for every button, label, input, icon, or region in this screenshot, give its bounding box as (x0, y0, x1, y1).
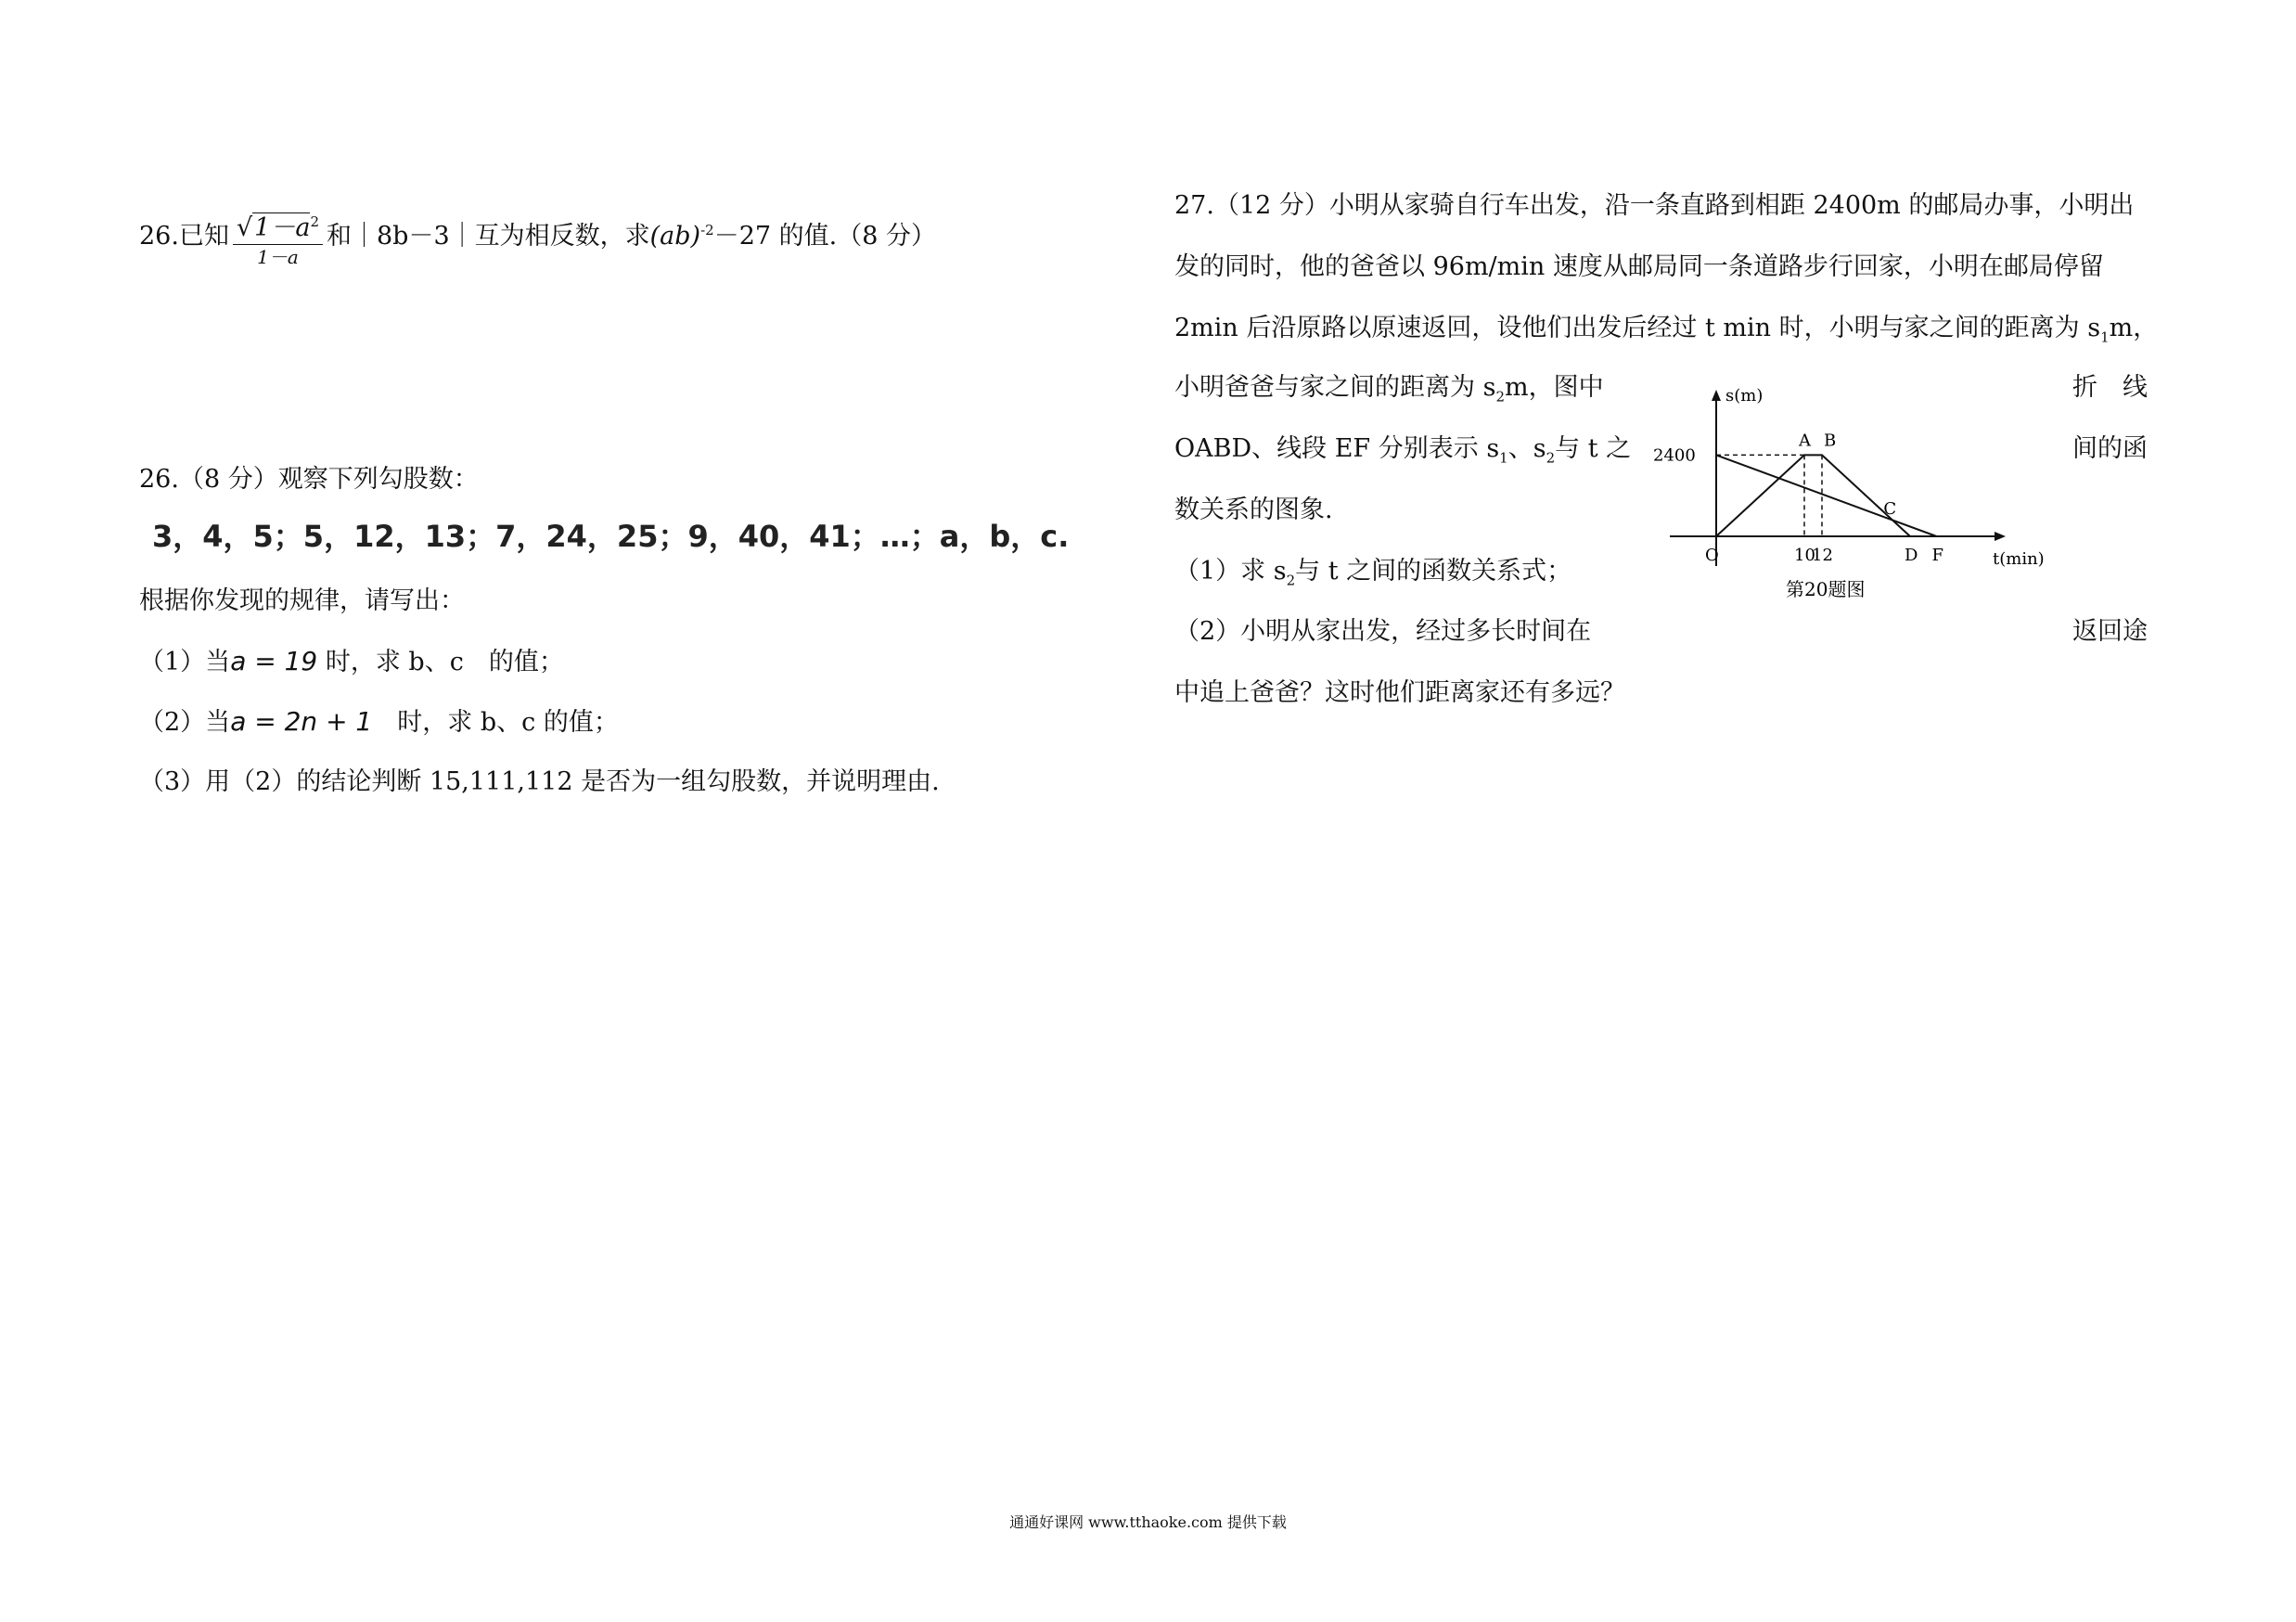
q26b-part2-post: 时，求 b、c 的值； (372, 708, 619, 737)
point-label-o: O (1705, 546, 1719, 565)
q27-line2-text: 发的同时，他的爸爸以 96m/min 速度从邮局同一条道路步行回家，小明在邮局停留 (1174, 252, 2104, 281)
q27-line6: 数关系的图象. (1174, 496, 1333, 524)
q26b-part2 (139, 703, 619, 741)
q26a-fraction: $\frac{√1-a^2}{1-a}$ (233, 206, 323, 269)
q26a-expr: (ab) (649, 222, 701, 251)
q26b-part1-post: 时，求 b、c 的值； (317, 648, 564, 676)
y-axis-label: s(m) (1725, 386, 1764, 406)
q27-line1 (1174, 187, 2163, 225)
q27-line8-right: 返回途 (2072, 617, 2148, 646)
q26b-part2-math: a = 2n + 1 (230, 706, 373, 737)
point-label-a: A (1799, 431, 1811, 451)
q27-line3 (1174, 310, 2158, 355)
q26a-prefix: 26.已知 (139, 222, 229, 251)
q27-line5-mid: 、s (1507, 434, 1546, 463)
chart-title: 第20题图 (1786, 578, 1866, 600)
q26b-header: 26.（8 分）观察下列勾股数： (139, 465, 479, 494)
q27-line4-pre: 小明爸爸与家之间的距离为 s (1174, 373, 1496, 402)
q27-line7-sub: 2 (1286, 572, 1296, 589)
q27-line4-sub: 2 (1495, 388, 1505, 406)
q27-line7-post: 与 t 之间的函数关系式； (1295, 557, 1572, 586)
q26a-mid: 和｜8b－3｜互为相反数，求 (327, 222, 650, 251)
x-tick-10: 10 (1794, 546, 1815, 565)
q27-line5 (1174, 431, 1631, 476)
y-tick-2400: 2400 (1653, 445, 1696, 466)
q27-line4-post: m，图中 (1505, 373, 1604, 402)
q26a-tail: －27 的值.（8 分） (713, 222, 937, 251)
q27-line7-pre: （1）求 s (1174, 557, 1287, 586)
q27-line5-sub2: 2 (1546, 449, 1556, 467)
q27-line5-post: 与 t 之 (1555, 434, 1632, 463)
q27-line5-right: 间的函 (2072, 434, 2148, 463)
q26a-line (139, 204, 936, 269)
q27-line3-post: m， (2109, 314, 2159, 342)
q27-line1-text: 27.（12 分）小明从家骑自行车出发，沿一条直路到相距 2400m 的邮局办事，小明出 (1174, 191, 2135, 220)
q27-line4-right: 折 线 (2072, 373, 2148, 402)
point-label-f: F (1931, 546, 1943, 565)
q26a-exp: -2 (700, 222, 714, 238)
x-tick-12: 12 (1812, 546, 1833, 565)
q26b-part1-math: a = 19 (230, 646, 318, 676)
q27-line4 (1174, 369, 1604, 415)
sqrt-symbol: √ (236, 212, 253, 242)
x-axis-label: t(min) (1993, 549, 2045, 569)
q26a-frac-num: 1－a (254, 212, 311, 242)
q27-line5-pre: OABD、线段 EF 分别表示 s (1174, 434, 1500, 463)
y-axis-arrow (1712, 390, 1721, 401)
q27-line5-sub1: 1 (1499, 449, 1508, 467)
point-label-c: C (1883, 498, 1897, 519)
series-ef (1716, 455, 1937, 536)
footer: 通通好课网 www.tthaoke.com 提供下载 (1009, 1513, 1287, 1531)
point-label-d: D (1905, 546, 1918, 565)
q26b-part1 (139, 643, 564, 681)
q27-line3-sub: 1 (2100, 328, 2110, 346)
point-label-b: B (1824, 431, 1837, 451)
distance-time-chart (1651, 380, 2059, 612)
q26b-part3: （3）用（2）的结论判断 15,111,112 是否为一组勾股数，并说明理由. (139, 767, 940, 796)
q27-line7 (1174, 553, 1571, 599)
q27-line9: 中追上爸爸？这时他们距离家还有多远？ (1174, 678, 1625, 707)
q26b-part2-pre: （2）当 (139, 708, 231, 737)
q26a-frac-den: 1－a (257, 245, 299, 268)
series-oabd (1716, 455, 1910, 536)
q26b-sequence: 3，4，5；5，12，13；7，24，25；9，40，41；…；a，b，c. (152, 519, 1070, 554)
q27-line2 (1174, 249, 2163, 286)
q26b-instruction: 根据你发现的规律，请写出： (139, 586, 465, 615)
q26b-part1-pre: （1）当 (139, 648, 231, 676)
q27-line3-pre: 2min 后沿原路以原速返回，设他们出发后经过 t min 时，小明与家之间的距离为 s (1174, 314, 2101, 342)
q27-line8: （2）小明从家出发，经过多长时间在 (1174, 617, 1592, 646)
x-axis-arrow (1995, 532, 2006, 541)
